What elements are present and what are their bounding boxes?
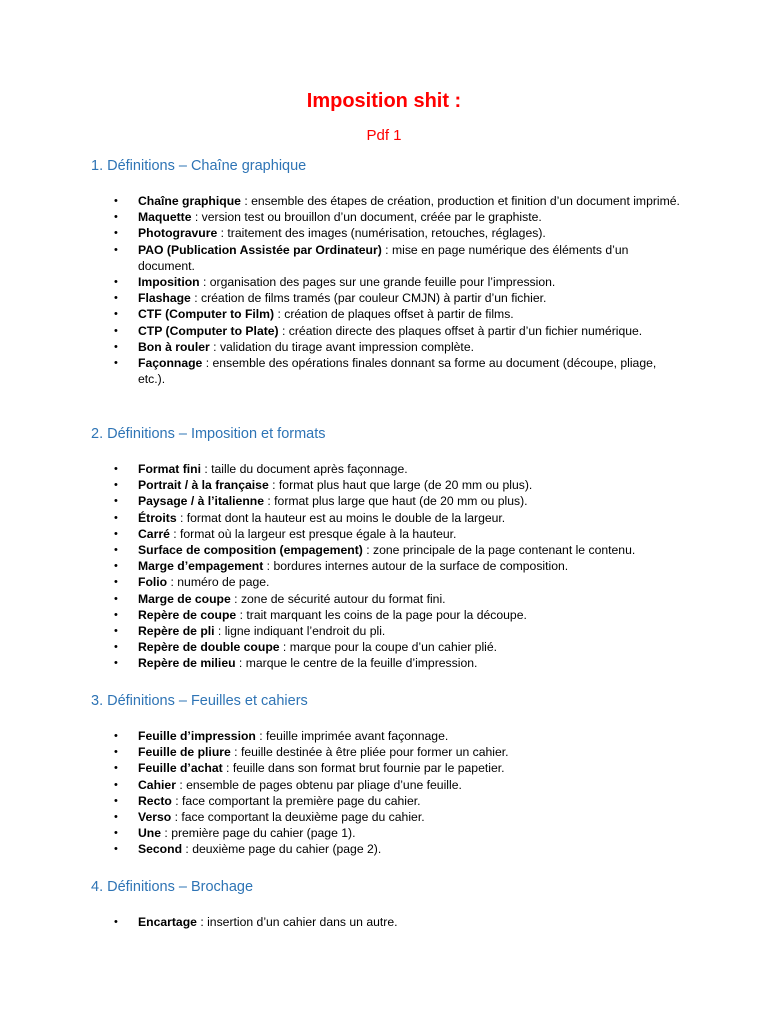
list-item	[114, 825, 683, 841]
list-item	[114, 510, 683, 526]
bullet-icon: •	[114, 843, 118, 856]
definition: : organisation des pages sur une grande feuille pour l’impression.	[199, 275, 556, 290]
definition: : format plus large que haut (de 20 mm ou plus).	[264, 494, 528, 509]
list-item	[114, 193, 683, 209]
term: Paysage / à l’italienne	[138, 494, 264, 509]
definition-list	[114, 728, 683, 858]
list-item	[114, 574, 683, 590]
definition: : marque pour la coupe d’un cahier plié.	[279, 640, 498, 655]
bullet-icon: •	[114, 576, 118, 589]
bullet-icon: •	[114, 778, 118, 791]
term: Recto	[138, 793, 172, 808]
bullet-icon: •	[114, 211, 118, 224]
list-item	[114, 841, 683, 857]
definition: : création de plaques offset à partir de films.	[274, 307, 514, 322]
bullet-icon: •	[114, 195, 118, 207]
term: PAO (Publication Assistée par Ordinateur)	[138, 242, 382, 257]
term: Verso	[138, 810, 172, 825]
bullet-icon: •	[114, 592, 118, 605]
term: Chaîne graphique	[138, 194, 241, 208]
bullet-icon: •	[114, 730, 118, 742]
list-item	[114, 760, 683, 776]
definition: : ensemble des opérations finales donnant sa forme au document (découpe, pliage, etc.).	[138, 356, 657, 387]
definition: : format plus haut que large (de 20 mm ou plus).	[268, 478, 533, 493]
definition: : bordures internes autour de la surface de composition.	[263, 559, 569, 574]
term: Second	[138, 842, 183, 857]
bullet-icon: •	[114, 827, 118, 840]
bullet-icon: •	[114, 641, 118, 654]
definition: : zone de sécurité autour du format fini.	[230, 591, 446, 606]
term: Flashage	[138, 291, 191, 306]
section-feuilles-cahiers	[91, 692, 691, 857]
bullet-icon: •	[114, 811, 118, 824]
bullet-icon: •	[114, 495, 118, 508]
bullet-icon: •	[114, 308, 118, 321]
bullet-icon: •	[114, 794, 118, 807]
term: Imposition	[138, 275, 200, 290]
bullet-icon: •	[114, 511, 118, 524]
term: Maquette	[138, 210, 192, 225]
list-item	[114, 744, 683, 760]
list-item	[114, 323, 683, 339]
definition-list	[114, 461, 683, 672]
definition: : feuille destinée à être pliée pour former un cahier.	[230, 745, 509, 760]
bullet-icon: •	[114, 243, 118, 256]
term: Repère de double coupe	[138, 640, 280, 655]
bullet-icon: •	[114, 463, 118, 475]
list-item	[114, 809, 683, 825]
bullet-icon: •	[114, 657, 118, 670]
list-item	[114, 793, 683, 809]
definition: : deuxième page du cahier (page 2).	[182, 842, 382, 857]
definition: : face comportant la première page du cahier.	[171, 793, 421, 808]
definition: : numéro de page.	[167, 575, 270, 590]
list-item	[114, 558, 683, 574]
section-heading: 3. Définitions – Feuilles et cahiers	[91, 693, 308, 709]
term: Feuille d’impression	[138, 729, 256, 743]
list-item	[114, 607, 683, 623]
term: Feuille d’achat	[138, 761, 223, 776]
bullet-icon: •	[114, 479, 118, 492]
definition: : trait marquant les coins de la page pour la découpe.	[236, 607, 527, 622]
list-item	[114, 542, 683, 558]
bullet-icon: •	[114, 340, 118, 353]
definition: : version test ou brouillon d’un document, créée par le graphiste.	[191, 210, 542, 225]
term: Photogravure	[138, 226, 218, 241]
section-chaine-graphique	[91, 157, 691, 387]
term: Marge d’empagement	[138, 559, 264, 574]
bullet-icon: •	[114, 625, 118, 638]
page-title: Imposition shit :	[306, 90, 462, 112]
definition: : création de films tramés (par couleur CMJN) à partir d’un fichier.	[190, 291, 547, 306]
definition: : première page du cahier (page 1).	[161, 826, 356, 841]
section-heading: 1. Définitions – Chaîne graphique	[91, 158, 307, 174]
definition: : ensemble des étapes de création, production et finition d’un document imprimé.	[240, 194, 680, 208]
list-item	[114, 591, 683, 607]
term: CTF (Computer to Film)	[138, 307, 275, 322]
list-item	[114, 209, 683, 225]
definition: : traitement des images (numérisation, retouches, réglages).	[217, 226, 546, 241]
definition: : zone principale de la page contenant le contenu.	[362, 543, 636, 558]
definition: : feuille dans son format brut fournie par le papetier.	[222, 761, 505, 776]
bullet-icon: •	[114, 276, 118, 289]
definition: : marque le centre de la feuille d’impression.	[235, 656, 478, 671]
term: Folio	[138, 575, 168, 590]
list-item	[114, 355, 683, 387]
definition: : format dont la hauteur est au moins le double de la largeur.	[176, 510, 506, 525]
list-item	[114, 477, 683, 493]
definition: : format où la largeur est presque égale à la hauteur.	[169, 526, 457, 541]
term: Cahier	[138, 777, 176, 792]
term: Surface de composition (empagement)	[138, 543, 363, 558]
term: CTP (Computer to Plate)	[138, 323, 279, 338]
definition-list	[114, 914, 683, 930]
definition: : mise en page numérique des éléments d’un document.	[138, 242, 629, 273]
list-item	[114, 339, 683, 355]
term: Carré	[138, 526, 170, 541]
term: Étroits	[138, 510, 177, 525]
list-item	[114, 526, 683, 542]
bullet-icon: •	[114, 357, 118, 370]
list-item	[114, 728, 683, 744]
list-item	[114, 242, 683, 274]
list-item	[114, 655, 683, 671]
list-item	[114, 225, 683, 241]
definition: : face comportant la deuxième page du cahier.	[171, 810, 425, 825]
list-item	[114, 623, 683, 639]
list-item	[114, 639, 683, 655]
term: Portrait / à la française	[138, 478, 269, 493]
definition: : feuille imprimée avant façonnage.	[255, 729, 449, 743]
definition: : taille du document après façonnage.	[200, 462, 408, 476]
bullet-icon: •	[114, 762, 118, 775]
bullet-icon: •	[114, 527, 118, 540]
term: Bon à rouler	[138, 339, 210, 354]
list-item	[114, 274, 683, 290]
bullet-icon: •	[114, 916, 118, 928]
list-item	[114, 461, 683, 477]
list-item	[114, 290, 683, 306]
bullet-icon: •	[114, 608, 118, 621]
bullet-icon: •	[114, 746, 118, 759]
term: Repère de milieu	[138, 656, 236, 671]
term: Repère de coupe	[138, 607, 237, 622]
definition-list	[114, 193, 683, 387]
section-brochage	[91, 878, 691, 929]
bullet-icon: •	[114, 560, 118, 573]
definition: : création directe des plaques offset à partir d’un fichier numérique.	[278, 323, 643, 338]
term: Façonnage	[138, 356, 203, 371]
section-heading: 4. Définitions – Brochage	[91, 879, 254, 895]
term: Une	[138, 826, 162, 841]
definition: : validation du tirage avant impression complète.	[209, 339, 474, 354]
bullet-icon: •	[114, 292, 118, 305]
term: Feuille de pliure	[138, 745, 231, 760]
list-item	[114, 306, 683, 322]
definition: : ligne indiquant l’endroit du pli.	[214, 624, 386, 639]
term: Format fini	[138, 462, 201, 476]
bullet-icon: •	[114, 324, 118, 337]
section-heading: 2. Définitions – Imposition et formats	[91, 426, 326, 442]
section-imposition-formats	[91, 425, 691, 671]
definition: : ensemble de pages obtenu par pliage d’une feuille.	[175, 777, 462, 792]
bullet-icon: •	[114, 227, 118, 240]
term: Marge de coupe	[138, 591, 231, 606]
term: Repère de pli	[138, 624, 215, 639]
page-subtitle: Pdf 1	[366, 127, 402, 144]
list-item	[114, 777, 683, 793]
definition: : insertion d’un cahier dans un autre.	[196, 915, 398, 929]
list-item	[114, 493, 683, 509]
list-item	[114, 914, 683, 930]
bullet-icon: •	[114, 544, 118, 557]
term: Encartage	[138, 915, 197, 929]
